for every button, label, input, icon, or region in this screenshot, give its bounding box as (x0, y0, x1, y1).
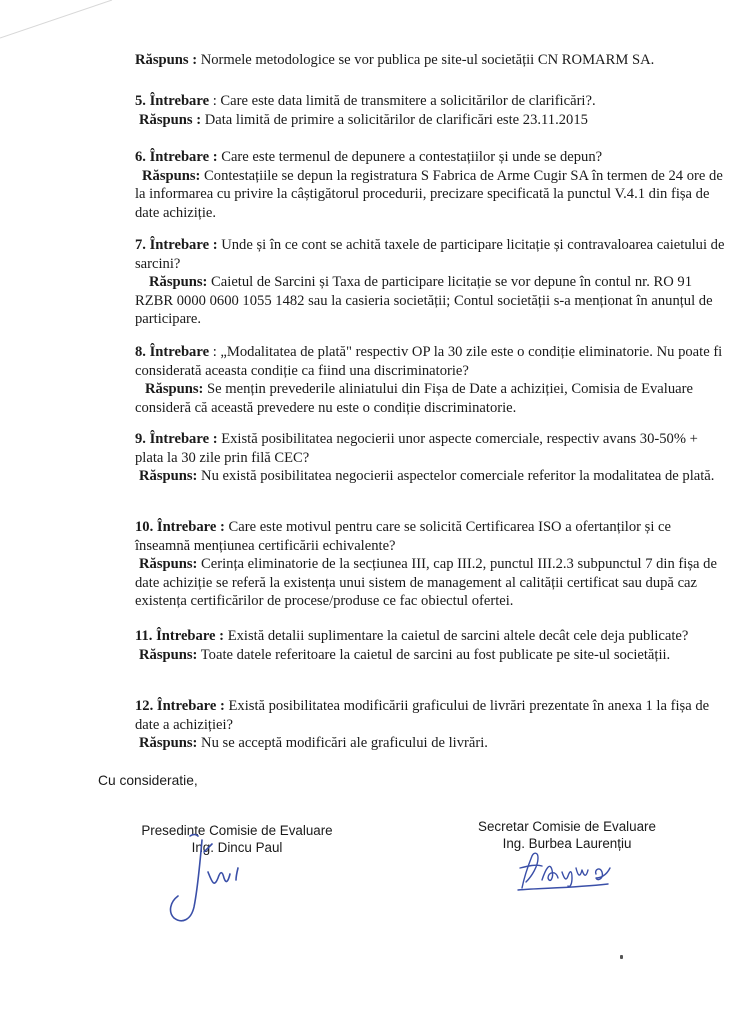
answer-label: Răspuns: (145, 381, 204, 397)
qa-block-6 (135, 148, 725, 222)
handwritten-signature-left (160, 832, 270, 932)
question-text: Există posibilitatea modificării graficului de livrări prezentate în anexa 1 la fișa de date a achiziției? (135, 698, 710, 733)
question-7 (135, 236, 725, 273)
answer-label: Răspuns: (142, 167, 201, 184)
question-label: 6. Întrebare : (135, 149, 218, 165)
answer-label: Răspuns : (139, 111, 202, 128)
answer-text: Normele metodologice se vor publica pe site-ul societății CN ROMARM SA. (197, 52, 655, 68)
answer-4-block (135, 51, 725, 70)
question-label: 7. Întrebare : (135, 237, 218, 253)
question-text: Care este motivul pentru care se solicită Certificarea ISO a ofertanților și ce înseamnă mențiunea certificării echivalente? (135, 519, 672, 554)
answer-text: Cerința eliminatorie de la secțiunea III, cap III.2, punctul III.2.3 subpunctul 7 din fișa de date achiziție se referă la existența unui sistem de management al calității certificat sau după caz existența certificărilor de procese/produse ce fac obiectul ofertei. (135, 556, 717, 609)
answer-text: Contestațiile se depun la registratura S Fabrica de Arme Cugir SA în termen de 24 ore de la informarea cu privire la câștigătorul procedurii, precizare specificată la punctul V.4.1 din fișa de date achiziție. (135, 167, 723, 221)
answer-4 (135, 51, 725, 70)
answer-text: Se mențin prevederile aliniatului din Fișa de Date a achiziției, Comisia de Evaluare consideră că această prevedere nu este o condiție discriminatorie. (135, 381, 693, 416)
question-11 (135, 627, 725, 646)
question-9 (135, 430, 725, 467)
question-12 (135, 697, 725, 734)
qa-block-8 (135, 343, 725, 417)
question-label: 9. Întrebare : (135, 431, 218, 447)
question-10 (135, 518, 725, 555)
answer-8 (135, 380, 725, 417)
answer-label: Răspuns: (139, 556, 198, 572)
question-label: 8. Întrebare (135, 344, 210, 360)
answer-5 (135, 111, 725, 130)
answer-7 (135, 273, 725, 329)
signatory-title-left: Presedinte Comisie de Evaluare (141, 823, 333, 838)
question-label: 5. Întrebare (135, 93, 210, 109)
signatory-name-right: Ing. Burbea Laurențiu (502, 836, 632, 851)
answer-text: Toate datele referitoare la caietul de sarcini au fost publicate pe site-ul societății. (197, 646, 671, 663)
question-6 (135, 148, 725, 167)
answer-10 (135, 555, 725, 611)
signatory-name-left: Ing. Dincu Paul (191, 840, 283, 855)
qa-block-9 (135, 430, 725, 486)
question-label: 10. Întrebare : (135, 519, 225, 535)
answer-11 (135, 646, 725, 665)
scan-fold-mark (0, 0, 120, 60)
answer-12 (135, 734, 725, 753)
question-text: : Care este data limită de transmitere a solicitărilor de clarificări?. (209, 93, 596, 109)
answer-label: Răspuns : (135, 52, 198, 68)
answer-text: Nu există posibilitatea negocierii aspectelor comerciale referitor la modalitatea de plată. (197, 468, 715, 484)
closing-salutation: Cu consideratie, (98, 773, 198, 788)
answer-text: Caietul de Sarcini și Taxa de participare licitație se vor depune în contul nr. RO 91 RZBR 0000 0600 1055 1482 sau la casieria societății; Contul societății s-a menționat în anunțul de participare. (135, 274, 713, 327)
answer-text: Nu se acceptă modificări ale graficului de livrări. (197, 735, 488, 751)
qa-block-7 (135, 236, 725, 329)
signatory-title-right: Secretar Comisie de Evaluare (478, 819, 656, 834)
question-5 (135, 92, 725, 111)
question-text: Care este termenul de depunere a contestațiilor și unde se depun? (217, 149, 603, 165)
qa-block-12 (135, 697, 725, 753)
question-text: Există posibilitatea negocierii unor aspecte comerciale, respectiv avans 30-50% + plata la 30 zile prin filă CEC? (135, 431, 698, 466)
handwritten-signature-right (512, 848, 632, 898)
qa-block-5 (135, 92, 725, 129)
scan-speck (620, 955, 623, 959)
answer-6 (135, 167, 725, 223)
question-label: 11. Întrebare : (135, 628, 225, 644)
answer-label: Răspuns: (139, 735, 198, 751)
answer-label: Răspuns: (139, 646, 198, 663)
question-text: Există detalii suplimentare la caietul de sarcini altele decât cele deja publicate? (224, 628, 689, 644)
answer-9 (135, 467, 725, 486)
question-text: Unde și în ce cont se achită taxele de participare licitație și contravaloarea caietului de sarcini? (135, 237, 725, 272)
answer-label: Răspuns: (149, 274, 208, 290)
question-label: 12. Întrebare : (135, 698, 225, 714)
answer-label: Răspuns: (139, 468, 198, 484)
answer-text: Data limită de primire a solicitărilor de clarificări este 23.11.2015 (201, 111, 588, 128)
qa-block-11 (135, 627, 725, 664)
qa-block-10 (135, 518, 725, 611)
question-8 (135, 343, 725, 380)
question-text: : „Modalitatea de plată" respectiv OP la 30 zile este o condiție eliminatorie. Nu poate fi considerată aceasta condiție ca fiind una discriminatorie? (135, 344, 723, 379)
signature-block-right (452, 818, 682, 852)
